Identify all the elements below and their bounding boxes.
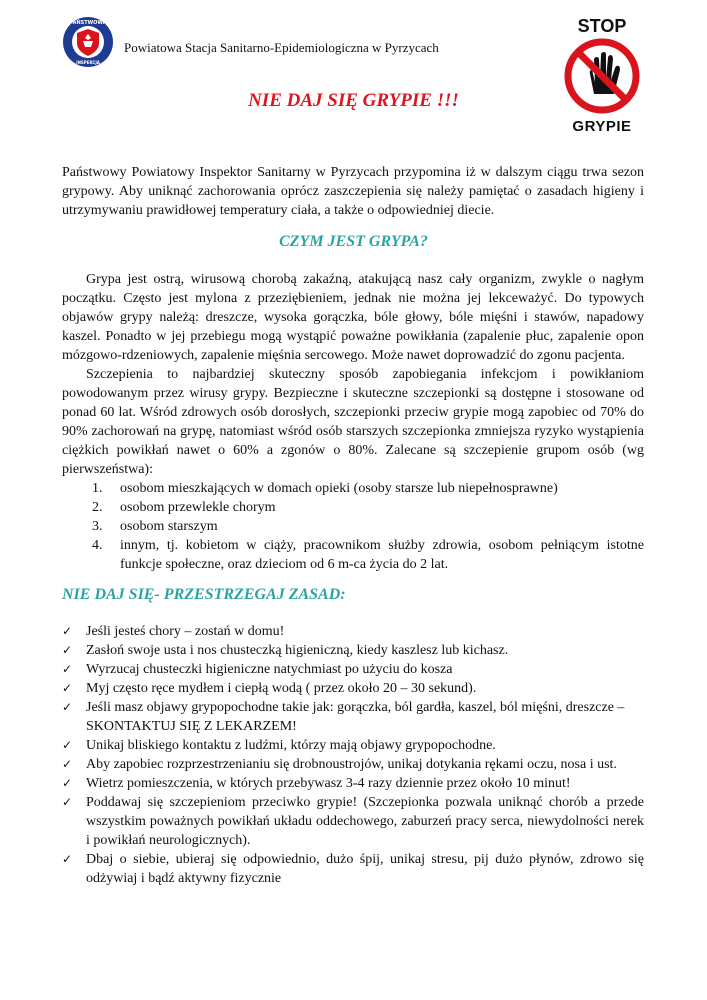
section-heading-rules: NIE DAJ SIĘ- PRZESTRZEGAJ ZASAD:: [62, 586, 346, 603]
checkmark-icon: ✓: [62, 643, 73, 657]
stop-label: STOP: [577, 16, 627, 36]
contact-doctor-emphasis: SKONTAKTUJ SIĘ Z LEKARZEM!: [86, 719, 297, 734]
list-item: ✓ Myj często ręce mydłem i ciepłą wodą ( przez około 20 – 30 sekund).: [62, 681, 477, 696]
priority-group-list: [62, 479, 644, 574]
list-item: ✓ Wietrz pomieszczenia, w których przebywasz 3-4 razy dziennie przez około 10 minut!: [62, 776, 571, 791]
list-item: ✓ Poddawaj się szczepieniom przeciwko grypie! (Szczepionka pozwala uniknąć chorób a przede wszystkim poważnych powikłań układu oddechowego, zaburzeń pracy serca, niewydolności nerek i powikłań neurologicznych).: [62, 795, 644, 848]
intro-paragraph: Państwowy Powiatowy Inspektor Sanitarny w Pyrzycach przypomina iż w dalszym ciągu trwa sezon grypowy. Aby uniknąć zachorowania oprócz zaszczepienia się należy pamiętać o zasadach higieny i utrzymywaniu prawidłowej temperatury ciała, a także o odpowiedniej diecie.: [62, 165, 644, 218]
list-item: 1. osobom mieszkających w domach opieki (osoby starsze lub niepełnosprawne): [106, 479, 644, 498]
list-item: ✓ Aby zapobiec rozprzestrzenianiu się drobnoustrojów, unikaj dotykania rękami oczu, nosa i ust.: [62, 757, 617, 772]
flu-description-paragraph: Grypa jest ostrą, wirusową chorobą zakaźną, atakującą nasz cały organizm, zwykle o nagłym początku. Często jest mylona z przeziębieniem, jednak nie można jej lekceważyć. Do typowych objawów grypy należą: dreszcze, wysoka gorączka, bóle głowy, bóle mięśni i stawów, napadowy kaszel. Ponadto w jej przebiegu mogą wystąpić poważne powikłania (zapalenie płuc, zapalenie opon mózgowo-rdzeniowych, zapalenie mięśnia sercowego. Może nawet doprowadzić do zgonu pacjenta.: [62, 272, 644, 363]
list-item: ✓ Jeśli masz objawy grypopochodne takie jak: gorączka, ból gardła, kaszel, ból mięśni, dreszcze – SKONTAKTUJ SIĘ Z LEKARZEM!: [62, 698, 644, 736]
list-item: 2. osobom przewlekle chorym: [106, 498, 644, 517]
stop-flu-badge: [552, 12, 652, 142]
list-item: 4. innym, tj. kobietom w ciąży, pracownikom służby zdrowia, osobom pełniącym istotne funkcje społeczne, oraz dzieciom od 6 m-ca życia do 2 lat.: [106, 536, 644, 574]
list-item: ✓ Jeśli jesteś chory – zostań w domu!: [62, 624, 285, 639]
sanitary-inspection-logo-icon: [62, 16, 114, 68]
vaccination-paragraph: Szczepienia to najbardziej skuteczny sposób zapobiegania infekcjom i powikłaniom powodowanym przez wirusy grypy. Bezpieczne i skuteczne szczepionki są dostępne i stosowane od ponad 60 lat. Wśród zdrowych osób dorosłych, szczepionki przeciw grypie mogą zapobiec od 70% do 90% zachorowań na grypę, natomiast wśród osób starszych szczepionka zmniejsza ryzyko wystąpienia ciężkich powikłań nawet o 60% a zgonów o 80%. Zalecane są szczepienie grupom osób (wg pierwszeństwa):: [62, 367, 644, 477]
checkmark-icon: ✓: [62, 624, 73, 638]
checkmark-icon: ✓: [62, 795, 73, 809]
checkmark-icon: ✓: [62, 662, 73, 676]
rules-list: [62, 622, 644, 888]
page-title: NIE DAJ SIĘ GRYPIE !!!: [248, 90, 459, 111]
svg-text:PAŃSTWOWA: PAŃSTWOWA: [69, 20, 107, 26]
checkmark-icon: ✓: [62, 776, 73, 790]
checkmark-icon: ✓: [62, 852, 73, 866]
organization-name: Powiatowa Stacja Sanitarno-Epidemiologiczna w Pyrzycach: [124, 40, 439, 55]
list-item: ✓ Wyrzucaj chusteczki higieniczne natychmiast po użyciu do kosza: [62, 662, 453, 677]
section-what-is-flu: [62, 270, 644, 574]
list-item: 3. osobom starszym: [106, 517, 644, 536]
list-item: ✓ Zasłoń swoje usta i nos chusteczką higieniczną, kiedy kaszlesz lub kichasz.: [62, 643, 509, 658]
list-item: ✓ Dbaj o siebie, ubieraj się odpowiednio, dużo śpij, unikaj stresu, pij dużo płynów, zdrowo się odżywiaj i bądź aktywny fizycznie: [62, 852, 644, 886]
section-heading-what-is-flu: CZYM JEST GRYPA?: [279, 233, 428, 250]
grypie-label: GRYPIE: [572, 118, 632, 135]
checkmark-icon: ✓: [62, 700, 73, 714]
checkmark-icon: ✓: [62, 738, 73, 752]
checkmark-icon: ✓: [62, 757, 73, 771]
svg-text:INSPEKCJA: INSPEKCJA: [76, 60, 100, 65]
list-item: ✓ Unikaj bliskiego kontaktu z ludźmi, którzy mają objawy grypopochodne.: [62, 738, 496, 753]
checkmark-icon: ✓: [62, 681, 73, 695]
